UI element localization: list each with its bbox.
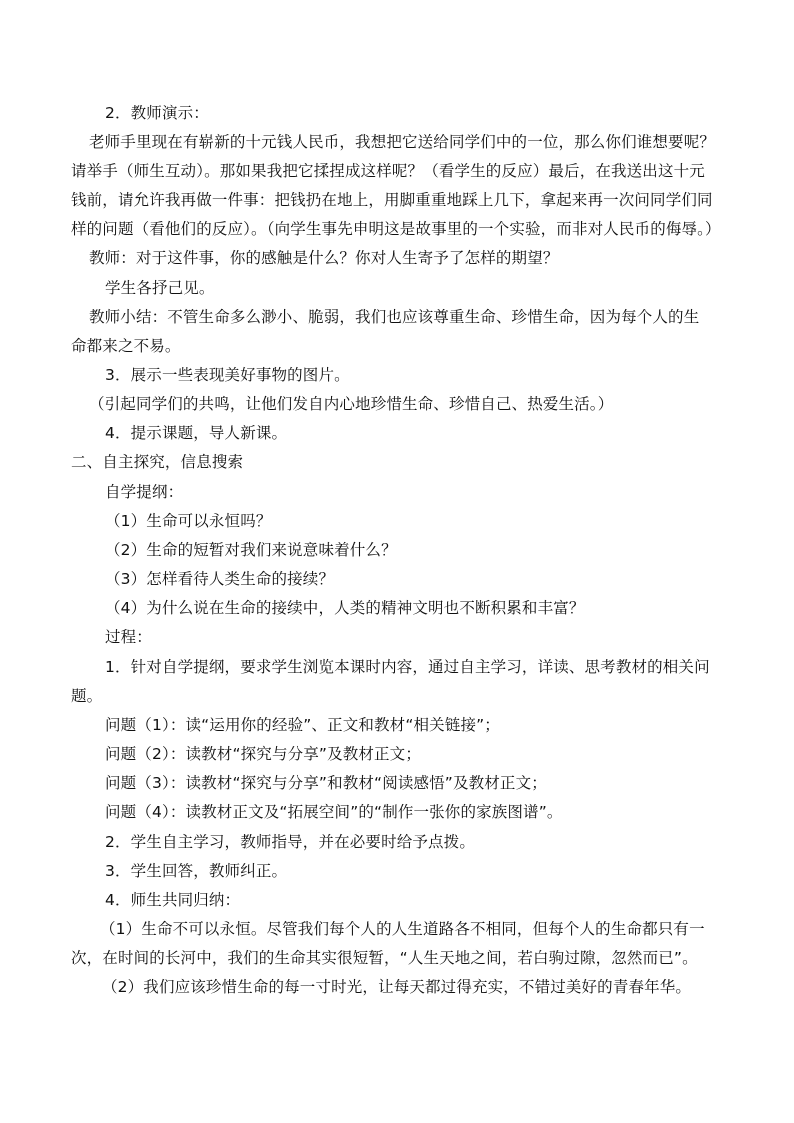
question-line: 问题（1）：读“运用你的经验”、正文和教材“相关链接”； — [105, 716, 500, 734]
section-item-2: 2．教师演示： — [105, 104, 209, 122]
paragraph-line: 3．学生回答，教师纠正。 — [105, 862, 288, 880]
outline-title: 自学提纲： — [105, 483, 184, 501]
outline-item: （4）为什么说在生命的接续中，人类的精神文明也不断积累和丰富？ — [105, 599, 585, 617]
paragraph-line: 教师：对于这件事，你的感触是什么？你对人生寄予了怎样的期望？ — [89, 249, 559, 267]
section-item-3: 3．展示一些表现美好事物的图片。 — [105, 366, 350, 384]
paragraph-line: 命都来之不易。 — [71, 337, 181, 355]
paragraph-line: 老师手里现在有崭新的十元钱人民币，我想把它送给同学们中的一位，那么你们谁想要呢？ — [89, 133, 716, 151]
paragraph-line: 4．师生共同归纳： — [105, 891, 241, 909]
paragraph-line: 1．针对自学提纲，要求学生浏览本课时内容，通过自主学习，详读、思考教材的相关问 — [105, 658, 710, 676]
paragraph-line: 2．学生自主学习，教师指导，并在必要时给予点拨。 — [105, 833, 475, 851]
paragraph-line: （引起同学们的共鸣，让他们发自内心地珍惜生命、珍惜自己、热爱生活。） — [89, 395, 614, 413]
outline-item: （2）生命的短暂对我们来说意味着什么？ — [105, 541, 397, 559]
paragraph-line: 请举手（师生互动）。那如果我把它揉捏成这样呢？（看学生的反应）最后，在我送出这十元 — [71, 162, 705, 180]
paragraph-line: 次，在时间的长河中，我们的生命其实很短暂，“人生天地之间，若白驹过隙，忽然而已”。 — [71, 949, 698, 967]
section-item-4: 4．提示课题，导人新课。 — [105, 424, 288, 442]
question-line: 问题（3）：读教材“探究与分享”和教材“阅读感悟”及教材正文； — [105, 774, 547, 792]
paragraph-line: 题。 — [71, 687, 103, 705]
paragraph-line: 样的问题（看他们的反应）。（向学生事先申明这是故事里的一个实验，而非对人民币的侮辱。） — [71, 220, 721, 238]
outline-item: （1）生命可以永恒吗？ — [105, 512, 272, 530]
paragraph-line: 钱前，请允许我再做一件事：把钱扔在地上，用脚重重地踩上几下，拿起来再一次问同学们同 — [71, 191, 713, 209]
paragraph-line: （1）生命不可以永恒。尽管我们每个人的人生道路各不相同，但每个人的生命都只有一 — [100, 920, 705, 938]
question-line: 问题（2）：读教材“探究与分享”及教材正文； — [105, 745, 421, 763]
outline-item: （3）怎样看待人类生命的接续？ — [105, 570, 335, 588]
paragraph-line: （2）我们应该珍惜生命的每一寸时光，让每天都过得充实，不错过美好的青春年华。 — [102, 978, 692, 996]
paragraph-line: 教师小结：不管生命多么渺小、脆弱，我们也应该尊重生命、珍惜生命，因为每个人的生 — [89, 308, 700, 326]
section-heading: 二、自主探究，信息搜索 — [71, 453, 244, 471]
process-title: 过程： — [105, 628, 152, 646]
paragraph-line: 学生各抒己见。 — [105, 279, 215, 297]
question-line: 问题（4）：读教材正文及“拓展空间”的“制作一张你的家族图谱”。 — [105, 803, 563, 821]
